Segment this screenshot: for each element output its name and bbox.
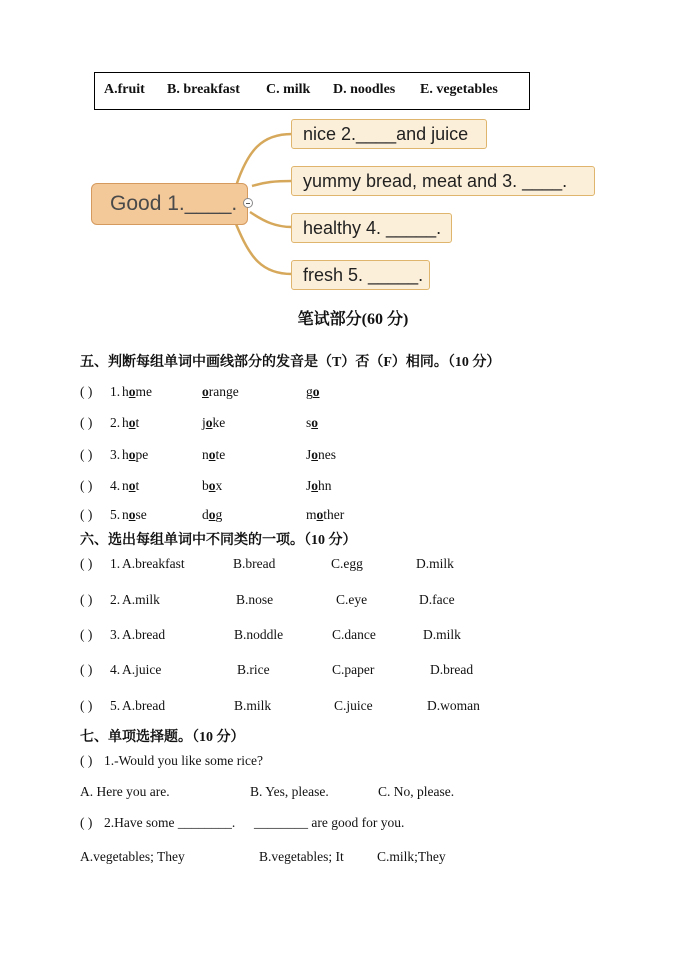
section5-word bbox=[202, 415, 225, 431]
section5-word-part: o bbox=[205, 415, 213, 430]
section5-number: 3. bbox=[110, 447, 121, 462]
section5-word-part: nes bbox=[318, 447, 337, 462]
mind-map-branch-4: fresh 5. _____. bbox=[291, 260, 430, 290]
section5-word-part: n bbox=[122, 507, 129, 522]
section6-number: 2. bbox=[110, 592, 121, 607]
word-option-c: C. milk bbox=[266, 82, 311, 97]
section5-word bbox=[122, 507, 147, 523]
section6-option-c: C.dance bbox=[332, 627, 376, 642]
mind-map-branch-3: healthy 4. _____. bbox=[291, 213, 452, 243]
q2-option-c: C.milk;They bbox=[377, 849, 446, 864]
mind-map-root: Good 1.____. bbox=[91, 183, 248, 225]
section6-option-d: D.milk bbox=[416, 556, 454, 571]
section6-paren[interactable]: ( ) bbox=[80, 698, 93, 713]
section6-option-a: A.bread bbox=[122, 627, 166, 642]
section5-word-part: pe bbox=[135, 447, 149, 462]
section5-number: 4. bbox=[110, 478, 121, 493]
section6-option-d: D.woman bbox=[427, 698, 480, 713]
section6-option-a: A.milk bbox=[122, 592, 160, 607]
q1-option-a: A. Here you are. bbox=[80, 784, 170, 799]
section5-word bbox=[306, 507, 344, 523]
section5-word-part: j bbox=[202, 415, 206, 430]
section6-number: 4. bbox=[110, 662, 121, 677]
section5-word-part: h bbox=[122, 415, 129, 430]
section5-word-part: range bbox=[208, 384, 239, 399]
section6-option-d: D.face bbox=[419, 592, 455, 607]
section6-number: 5. bbox=[110, 698, 121, 713]
q1-paren[interactable]: ( ) bbox=[80, 753, 93, 768]
section5-word-part: ke bbox=[212, 415, 226, 430]
section5-word-part: J bbox=[306, 447, 312, 462]
section6-paren[interactable]: ( ) bbox=[80, 627, 93, 642]
section5-word-part: o bbox=[128, 415, 136, 430]
q2-paren[interactable]: ( ) bbox=[80, 815, 93, 830]
section5-number: 1. bbox=[110, 384, 121, 399]
section5-word-part: s bbox=[306, 415, 312, 430]
section5-word bbox=[306, 478, 332, 494]
section5-word bbox=[122, 447, 148, 463]
section6-option-a: A.breakfast bbox=[122, 556, 185, 571]
section5-word-part: o bbox=[316, 507, 324, 522]
connector-1 bbox=[236, 134, 292, 186]
section5-word bbox=[202, 447, 225, 463]
section5-word-part: o bbox=[312, 384, 320, 399]
word-option-d: D. noodles bbox=[333, 82, 396, 97]
connector-4 bbox=[236, 224, 292, 274]
section6-option-a: A.juice bbox=[122, 662, 162, 677]
section5-word-part: o bbox=[128, 507, 136, 522]
section7-heading: 七、单项选择题。（10 分） bbox=[80, 730, 245, 745]
section5-word-part: o bbox=[128, 447, 136, 462]
section5-word-part: o bbox=[311, 447, 319, 462]
q2-option-b: B.vegetables; It bbox=[259, 849, 344, 864]
section5-word-part: h bbox=[122, 384, 129, 399]
section5-word-part: o bbox=[311, 415, 319, 430]
section6-paren[interactable]: ( ) bbox=[80, 556, 93, 571]
collapse-icon[interactable] bbox=[243, 198, 253, 208]
section5-word-part: o bbox=[208, 447, 216, 462]
section6-number: 3. bbox=[110, 627, 121, 642]
section-title: 笔试部分(60 分) bbox=[297, 311, 409, 328]
section5-word bbox=[306, 415, 318, 431]
section6-option-b: B.noddle bbox=[234, 627, 284, 642]
section6-heading: 六、选出每组单词中不同类的一项。（10 分） bbox=[80, 533, 357, 548]
q1-option-c: C. No, please. bbox=[378, 784, 455, 799]
section6-paren[interactable]: ( ) bbox=[80, 662, 93, 677]
section5-word-part: n bbox=[122, 478, 129, 493]
section5-word-part: g bbox=[215, 507, 223, 522]
section5-word-part: te bbox=[215, 447, 226, 462]
section6-option-d: D.milk bbox=[423, 627, 461, 642]
section6-option-b: B.milk bbox=[234, 698, 272, 713]
section5-number: 5. bbox=[110, 507, 121, 522]
section5-word bbox=[306, 384, 320, 400]
q2-stem-post: are good for you. bbox=[311, 815, 405, 830]
word-option-b: B. breakfast bbox=[167, 82, 240, 97]
section5-heading: 五、判断每组单词中画线部分的发音是（T）否（F）相同。（10 分） bbox=[80, 355, 501, 370]
section5-word-part: o bbox=[208, 478, 216, 493]
section5-word bbox=[202, 384, 239, 400]
q1-option-b: B. Yes, please. bbox=[250, 784, 329, 799]
section5-word-part: o bbox=[208, 507, 216, 522]
q2-stem bbox=[104, 815, 404, 831]
section6-option-c: C.eye bbox=[336, 592, 368, 607]
section5-word bbox=[122, 478, 139, 494]
section5-word-part: d bbox=[202, 507, 209, 522]
section5-word-part: o bbox=[128, 478, 136, 493]
section6-option-d: D.bread bbox=[430, 662, 474, 677]
section5-word-part: t bbox=[135, 478, 140, 493]
section6-option-c: C.egg bbox=[331, 556, 363, 571]
section6-option-c: C.juice bbox=[334, 698, 373, 713]
section5-paren[interactable]: ( ) bbox=[80, 507, 93, 522]
section6-option-b: B.bread bbox=[233, 556, 276, 571]
section5-word-part: se bbox=[135, 507, 147, 522]
q1-stem: 1.-Would you like some rice? bbox=[104, 753, 263, 768]
word-option-e: E. vegetables bbox=[420, 82, 498, 97]
section5-word bbox=[202, 507, 222, 523]
mind-map-branch-1: nice 2.____and juice bbox=[291, 119, 487, 149]
section6-paren[interactable]: ( ) bbox=[80, 592, 93, 607]
section6-option-b: B.nose bbox=[236, 592, 274, 607]
connector-3 bbox=[250, 212, 292, 227]
q2-option-a: A.vegetables; They bbox=[80, 849, 185, 864]
section5-word-part: t bbox=[135, 415, 140, 430]
connector-2 bbox=[252, 181, 292, 186]
section6-option-b: B.rice bbox=[237, 662, 270, 677]
q2-stem-pre: 2.Have some bbox=[104, 815, 175, 830]
section5-paren[interactable]: ( ) bbox=[80, 384, 93, 399]
section6-number: 1. bbox=[110, 556, 121, 571]
section5-word bbox=[122, 415, 139, 431]
section5-paren[interactable]: ( ) bbox=[80, 415, 93, 430]
section5-word-part: J bbox=[306, 478, 312, 493]
section5-number: 2. bbox=[110, 415, 121, 430]
section5-word-part: h bbox=[122, 447, 129, 462]
section5-word bbox=[122, 384, 152, 400]
section5-word-part: me bbox=[135, 384, 152, 399]
section5-word-part: ther bbox=[323, 507, 345, 522]
section5-paren[interactable]: ( ) bbox=[80, 447, 93, 462]
section5-word-part: b bbox=[202, 478, 209, 493]
section5-word-part: o bbox=[128, 384, 136, 399]
q2-blank-1[interactable]: ________. bbox=[177, 815, 236, 830]
section5-word-part: g bbox=[306, 384, 313, 399]
section6-option-c: C.paper bbox=[332, 662, 375, 677]
section5-word-part: hn bbox=[318, 478, 332, 493]
section5-word-part: o bbox=[311, 478, 319, 493]
section5-word-part: o bbox=[202, 384, 209, 399]
section5-word bbox=[202, 478, 222, 494]
q2-blank-2[interactable]: ________ bbox=[253, 815, 308, 830]
section5-word-part: n bbox=[202, 447, 209, 462]
section5-word bbox=[306, 447, 336, 463]
section5-word-part: x bbox=[215, 478, 223, 493]
section6-option-a: A.bread bbox=[122, 698, 166, 713]
mind-map-branch-2: yummy bread, meat and 3. ____. bbox=[291, 166, 595, 196]
section5-word-part: m bbox=[306, 507, 317, 522]
word-option-a: A.fruit bbox=[104, 82, 145, 97]
mind-map-connectors bbox=[0, 0, 688, 300]
section5-paren[interactable]: ( ) bbox=[80, 478, 93, 493]
